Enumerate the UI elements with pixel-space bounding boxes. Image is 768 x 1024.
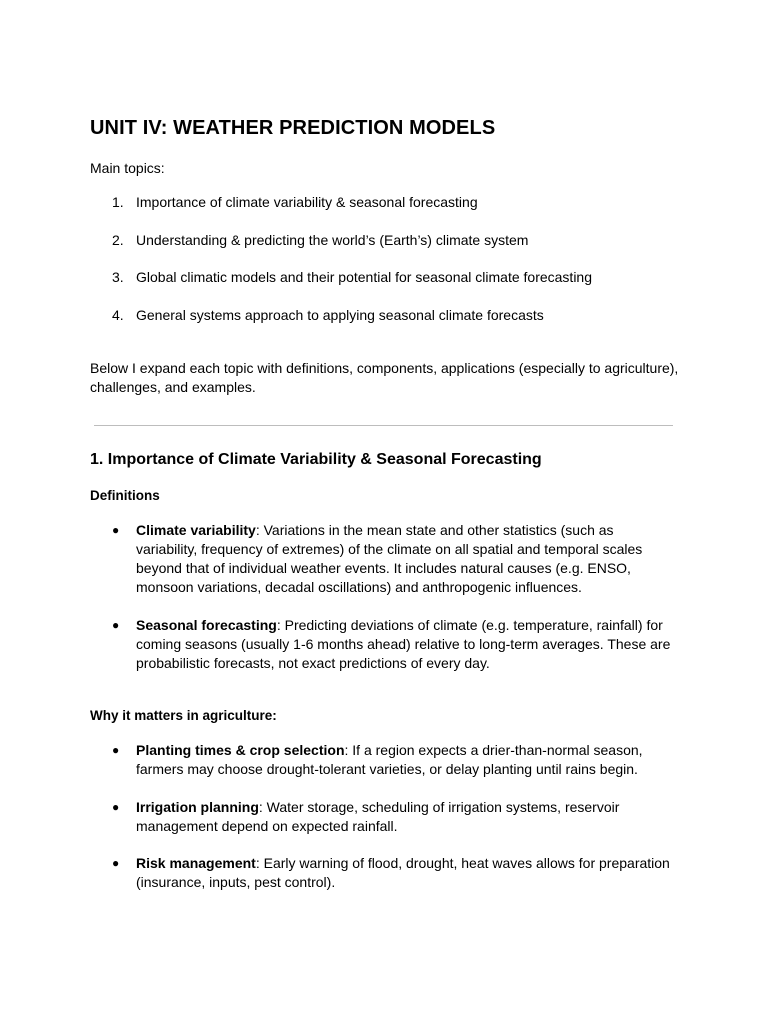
section-heading: 1. Importance of Climate Variability & Seasonal Forecasting (90, 451, 542, 468)
topic-number: 2. (112, 232, 124, 248)
agriculture-item-text: : If a region expects a drier-than-normal season, farmers may choose drought-tolerant varieties, or delay planting until rains begin. (136, 742, 643, 777)
agriculture-item-body (136, 741, 676, 779)
agriculture-item-text: : Early warning of flood, drought, heat waves allows for preparation (insurance, inputs, pest control). (136, 855, 670, 890)
bullet-icon: ● (112, 523, 120, 537)
topic-number: 1. (112, 194, 124, 210)
horizontal-divider (94, 425, 673, 426)
bullet-icon: ● (112, 743, 120, 757)
definition-body (136, 616, 676, 673)
topic-list-item (112, 268, 712, 287)
bullet-icon: ● (112, 856, 120, 870)
page-title: UNIT IV: WEATHER PREDICTION MODELS (90, 117, 496, 139)
main-topics-label: Main topics: (90, 160, 165, 176)
why-it-matters-heading: Why it matters in agriculture: (90, 708, 277, 723)
bullet-icon: ● (112, 800, 120, 814)
agriculture-item-body (136, 854, 676, 892)
agriculture-item-body (136, 798, 676, 836)
definition-text: : Predicting deviations of climate (e.g. temperature, rainfall) for coming seasons (usually 1-6 months ahead) relative to long-term averages. These are probabilistic forecasts, not exact predictions of every day. (136, 617, 671, 671)
definition-text: : Variations in the mean state and other statistics (such as variability, frequency of extremes) of the climate on all spatial and temporal scales beyond that of individual weather events. It includes natural causes (e.g. ENSO, monsoon variations, decadal oscillations) and anthropogenic influences. (136, 522, 643, 595)
agriculture-item-term: Irrigation planning (136, 799, 259, 815)
definition-term: Climate variability (136, 522, 256, 538)
topic-text: Global climatic models and their potential for seasonal climate forecasting (136, 269, 593, 285)
topic-number: 4. (112, 307, 124, 323)
definition-term: Seasonal forecasting (136, 617, 277, 633)
definition-body (136, 521, 676, 597)
agriculture-item-term: Planting times & crop selection (136, 742, 345, 758)
bullet-icon: ● (112, 618, 120, 632)
topic-list-item (112, 231, 712, 250)
agriculture-item-text: : Water storage, scheduling of irrigation systems, reservoir management depend on expected rainfall. (136, 799, 620, 834)
topic-number: 3. (112, 269, 124, 285)
agriculture-item-term: Risk management (136, 855, 256, 871)
topic-text: General systems approach to applying seasonal climate forecasts (136, 307, 544, 323)
definitions-heading: Definitions (90, 488, 160, 503)
intro-paragraph: Below I expand each topic with definitions, components, applications (especially to agriculture), challenges, and examples. (90, 360, 679, 395)
topic-text: Understanding & predicting the world’s (Earth’s) climate system (136, 232, 529, 248)
topic-list-item (112, 306, 712, 325)
topic-list-item (112, 193, 712, 212)
topic-text: Importance of climate variability & seasonal forecasting (136, 194, 478, 210)
